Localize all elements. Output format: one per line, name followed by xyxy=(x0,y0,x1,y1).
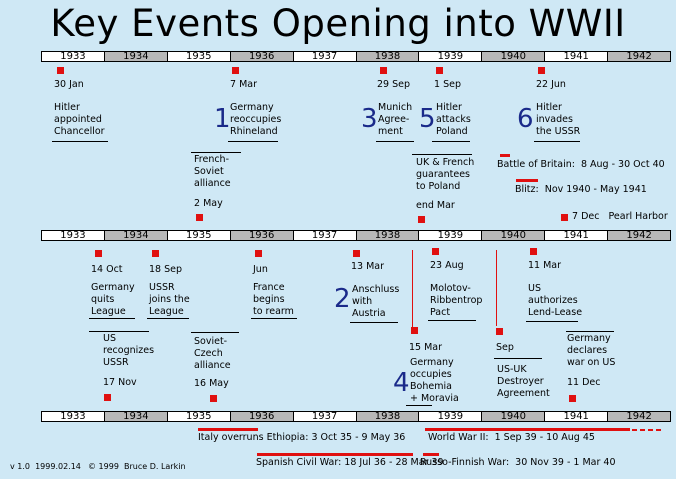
event-label: UK & French guarantees to Poland xyxy=(416,157,475,192)
underline xyxy=(412,154,472,155)
event-date: 13 Mar xyxy=(351,261,385,272)
underline xyxy=(52,141,108,142)
year-cell: 1941 xyxy=(545,412,608,421)
underline xyxy=(406,405,432,406)
year-cell: 1937 xyxy=(294,412,357,421)
underline xyxy=(376,141,414,142)
event-marker xyxy=(561,214,568,221)
year-cell: 1936 xyxy=(231,412,294,421)
year-cell: 1938 xyxy=(357,52,420,61)
span-label: Battle of Britain: 8 Aug - 30 Oct 40 xyxy=(497,159,665,170)
event-date: 29 Sep xyxy=(377,79,411,90)
year-cell: 1941 xyxy=(545,231,608,240)
event-label: Soviet- Czech alliance xyxy=(194,336,231,371)
event-label: Hitler appointed Chancellor xyxy=(54,102,105,137)
event-marker xyxy=(57,67,64,74)
connector-line xyxy=(412,250,413,327)
event-date: Jun xyxy=(253,264,268,275)
year-cell: 1933 xyxy=(42,52,105,61)
event-marker xyxy=(95,250,102,257)
event-number: 6 xyxy=(517,104,534,134)
ethiopia-span xyxy=(198,428,258,431)
event-label: US recognizes USSR xyxy=(103,333,155,368)
underline xyxy=(191,152,241,153)
year-cell: 1935 xyxy=(168,231,231,240)
event-date: 23 Aug xyxy=(430,260,464,271)
event-date: 14 Oct xyxy=(91,264,123,275)
event-date: 15 Mar xyxy=(409,342,443,353)
spanish-war-span xyxy=(257,453,413,456)
event-label: USSR joins the League xyxy=(149,282,190,317)
span-label: Spanish Civil War: 18 Jul 36 - 28 Mar 39 xyxy=(256,457,444,468)
underline xyxy=(428,320,476,321)
span-label: Blitz: Nov 1940 - May 1941 xyxy=(515,184,647,195)
underline xyxy=(494,358,542,359)
event-marker xyxy=(436,67,443,74)
event-marker xyxy=(569,395,576,402)
year-cell: 1935 xyxy=(168,52,231,61)
year-bar-middle xyxy=(41,230,671,241)
event-marker xyxy=(432,248,439,255)
year-cell: 1934 xyxy=(105,52,168,61)
event-date: 16 May xyxy=(194,378,229,389)
year-cell: 1937 xyxy=(294,231,357,240)
year-cell: 1942 xyxy=(608,412,670,421)
event-label: French- Soviet alliance xyxy=(194,154,231,189)
event-marker xyxy=(152,250,159,257)
underline xyxy=(89,331,149,332)
event-marker xyxy=(530,248,537,255)
year-cell: 1939 xyxy=(419,231,482,240)
year-bar-bottom xyxy=(41,411,671,422)
year-cell: 1938 xyxy=(357,412,420,421)
event-date: end Mar xyxy=(416,200,455,211)
year-cell: 1935 xyxy=(168,412,231,421)
year-cell: 1939 xyxy=(419,52,482,61)
event-marker xyxy=(411,327,418,334)
ww2-span xyxy=(425,428,630,431)
event-marker xyxy=(496,328,503,335)
year-cell: 1937 xyxy=(294,52,357,61)
connector-line xyxy=(496,250,497,326)
event-marker xyxy=(210,395,217,402)
event-number: 3 xyxy=(361,104,378,134)
event-label: Munich Agree- ment xyxy=(378,102,413,137)
year-cell: 1934 xyxy=(105,231,168,240)
event-marker xyxy=(353,250,360,257)
year-cell: 1936 xyxy=(231,231,294,240)
year-cell: 1939 xyxy=(419,412,482,421)
finnish-war-span xyxy=(423,453,439,456)
event-date: 22 Jun xyxy=(536,79,566,90)
event-label: Hitler attacks Poland xyxy=(436,102,471,137)
year-cell: 1938 xyxy=(357,231,420,240)
event-label: US authorizes Lend-Lease xyxy=(528,283,583,318)
event-label: Germany occupies Bohemia + Moravia xyxy=(410,357,459,404)
underline xyxy=(228,141,278,142)
year-cell: 1940 xyxy=(482,231,545,240)
underline xyxy=(432,141,470,142)
year-cell: 1942 xyxy=(608,52,670,61)
year-cell: 1940 xyxy=(482,52,545,61)
event-number: 2 xyxy=(334,284,351,314)
event-date: 11 Mar xyxy=(528,260,562,271)
event-label: Anschluss with Austria xyxy=(352,284,400,319)
event-number: 4 xyxy=(393,368,410,398)
ww2-continues xyxy=(632,429,637,431)
span-label: Italy overruns Ethiopia: 3 Oct 35 - 9 May 36 xyxy=(198,432,406,443)
year-cell: 1934 xyxy=(105,412,168,421)
event-label: Hitler invades the USSR xyxy=(536,102,581,137)
event-label: Germany declares war on US xyxy=(567,333,616,368)
ww2-continues xyxy=(648,429,653,431)
page-title: Key Events Opening into WWII xyxy=(50,2,626,45)
event-date: Sep xyxy=(496,342,514,353)
event-number: 1 xyxy=(214,104,231,134)
event-marker xyxy=(255,250,262,257)
copyright-label: © 1999 Bruce D. Larkin xyxy=(88,462,186,471)
underline xyxy=(566,331,614,332)
year-cell: 1936 xyxy=(231,52,294,61)
event-date: 18 Sep xyxy=(149,264,183,275)
ww2-continues xyxy=(656,429,661,431)
underline xyxy=(191,332,239,333)
event-marker xyxy=(418,216,425,223)
event-date: 17 Nov xyxy=(103,377,137,388)
span-label: Russo-Finnish War: 30 Nov 39 - 1 Mar 40 xyxy=(420,457,616,468)
year-cell: 1942 xyxy=(608,231,670,240)
event-label: 7 Dec Pearl Harbor xyxy=(572,211,668,222)
event-label: France begins to rearm xyxy=(253,282,294,317)
event-label: Germany quits League xyxy=(91,282,135,317)
event-date: 11 Dec xyxy=(567,377,601,388)
event-label: Molotov- Ribbentrop Pact xyxy=(430,283,483,318)
year-cell: 1933 xyxy=(42,231,105,240)
event-date: 1 Sep xyxy=(434,79,461,90)
underline xyxy=(147,318,189,319)
event-date: 30 Jan xyxy=(54,79,84,90)
event-label: Germany reoccupies Rhineland xyxy=(230,102,282,137)
underline xyxy=(534,141,580,142)
underline xyxy=(89,318,135,319)
blitz-span xyxy=(516,179,538,182)
year-cell: 1941 xyxy=(545,52,608,61)
event-label: US-UK Destroyer Agreement xyxy=(497,364,550,399)
event-date: 2 May xyxy=(194,198,223,209)
underline xyxy=(251,318,297,319)
event-marker xyxy=(104,394,111,401)
year-cell: 1940 xyxy=(482,412,545,421)
underline xyxy=(526,321,578,322)
event-marker xyxy=(380,67,387,74)
year-bar-top xyxy=(41,51,671,62)
event-marker xyxy=(538,67,545,74)
event-marker xyxy=(232,67,239,74)
underline xyxy=(350,322,398,323)
version-label: v 1.0 1999.02.14 xyxy=(10,462,81,471)
event-marker xyxy=(196,214,203,221)
battle-of-britain-span xyxy=(500,154,510,157)
year-cell: 1933 xyxy=(42,412,105,421)
span-label: World War II: 1 Sep 39 - 10 Aug 45 xyxy=(428,432,595,443)
event-number: 5 xyxy=(419,104,436,134)
ww2-continues xyxy=(640,429,645,431)
event-date: 7 Mar xyxy=(230,79,257,90)
